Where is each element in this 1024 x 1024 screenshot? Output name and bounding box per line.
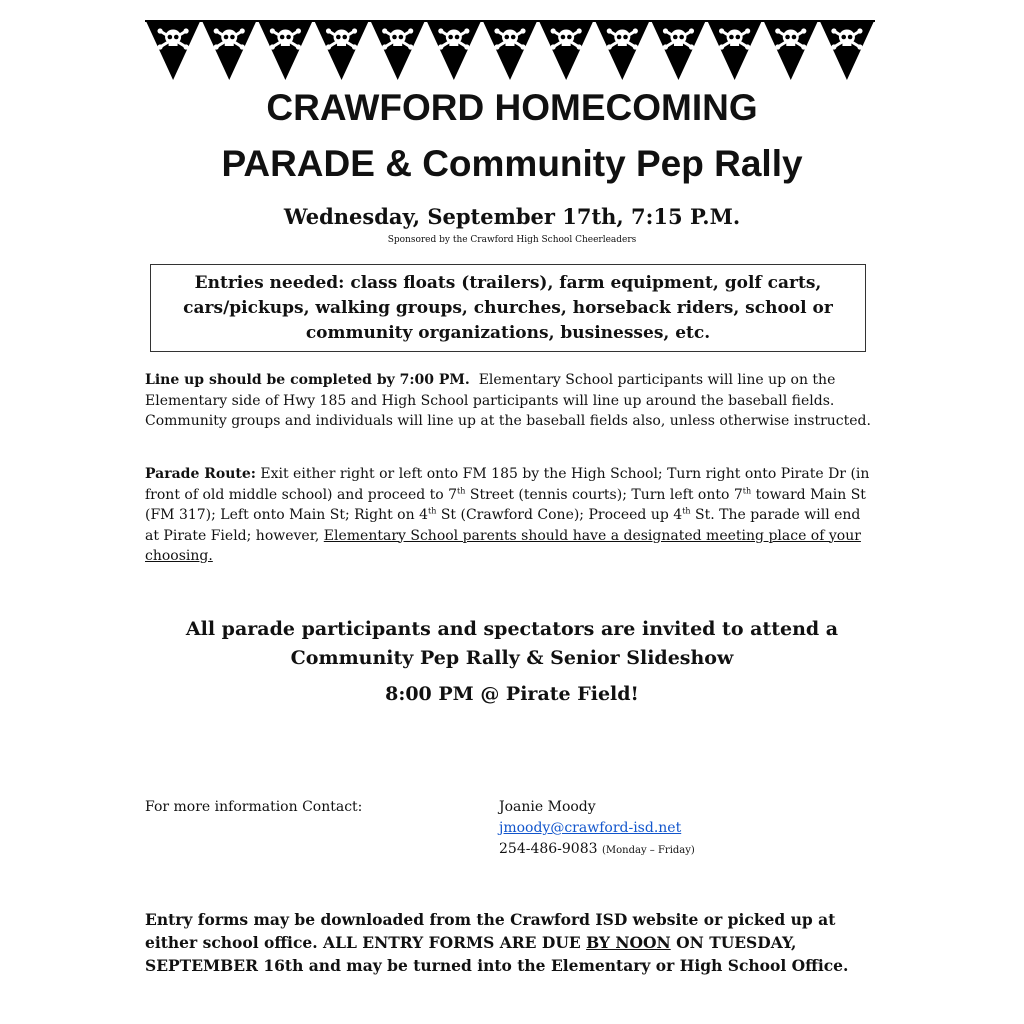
route-sup-1: th (457, 485, 466, 495)
pennant-flag (370, 20, 425, 80)
contact-phone: 254-486-9083 (499, 841, 598, 857)
pennant-flag (763, 20, 818, 80)
contact-hours: (Monday – Friday) (602, 845, 695, 856)
pennant-flag (146, 20, 201, 80)
route-text-2: Street (tennis courts); Turn left onto 7 (469, 486, 743, 503)
pennant-flag (651, 20, 706, 80)
pennant-flag (426, 20, 481, 80)
pennant-flag (595, 20, 650, 80)
pennant-flag (819, 20, 874, 80)
route-underlined-note: Elementary School parents should have a designated meeting place of your choosing. (145, 527, 861, 564)
pennant-flag (202, 20, 257, 80)
sponsor-note: Sponsored by the Crawford High School Cheerleaders (387, 235, 637, 245)
entry-forms-note (145, 908, 885, 977)
pennant-flag (258, 20, 313, 80)
pennant-banner (145, 20, 875, 82)
lineup-lead: Line up should be completed by 7:00 PM. (145, 372, 470, 388)
route-sup-2: th (742, 485, 752, 495)
route-text-3: toward Main St (FM 317); Left onto Main St; Right on 4 (145, 486, 866, 523)
route-sup-3: th (428, 506, 437, 516)
invite-line-2: Community Pep Rally & Senior Slideshow (290, 647, 734, 669)
footer-deadline: BY NOON (586, 933, 671, 952)
pennant-flag (314, 20, 369, 80)
route-text-4: St (Crawford Cone); Proceed up 4 (440, 507, 683, 523)
invite-line-1: All parade participants and spectators are invited to attend a (185, 618, 839, 640)
rally-time: 8:00 PM @ Pirate Field! (385, 683, 639, 705)
contact-email-link[interactable]: jmoody@crawford-isd.net (499, 820, 682, 836)
contact-label: For more information Contact: (145, 799, 363, 815)
title-line-2: PARADE & Community Pep Rally (221, 143, 803, 184)
route-text-5: St. The parade will end at Pirate Field; however, (145, 507, 861, 544)
title-line-1: CRAWFORD HOMECOMING (266, 87, 758, 128)
entries-needed-text: Entries needed: class floats (trailers), farm equipment, golf carts, cars/pickups, walking groups, churches, horseback riders, school or community organizations, businesses, etc. (183, 272, 833, 343)
route-label: Parade Route: (145, 466, 256, 482)
route-text-1: Exit either right or left onto FM 185 by the High School; Turn right onto Pirate Dr (in front of old middle school) and proceed to 7 (145, 466, 870, 503)
route-sup-4: th (682, 506, 691, 516)
lineup-text: Elementary School participants will line up on the Elementary side of Hwy 185 and High School participants will line up around the baseball fields. Community groups and individuals will line up at the baseball fields also, unless otherwise instructed. (145, 372, 871, 429)
lineup-paragraph (145, 370, 877, 432)
contact-info (499, 797, 695, 861)
footer-text-1: Entry forms may be downloaded from the Crawford ISD website or picked up at either school office. ALL ENTRY FORMS ARE DUE (145, 910, 836, 952)
contact-name: Joanie Moody (499, 799, 596, 815)
invite-block (0, 615, 1024, 673)
event-date: Wednesday, September 17th, 7:15 P.M. (283, 204, 741, 229)
entries-needed-box (150, 264, 866, 352)
pennant-flag (707, 20, 762, 80)
route-paragraph (145, 464, 877, 567)
pennant-flag (539, 20, 594, 80)
footer-text-2: ON TUESDAY, SEPTEMBER 16th and may be turned into the Elementary or High School Office. (145, 933, 849, 975)
pennant-flag (482, 20, 537, 80)
